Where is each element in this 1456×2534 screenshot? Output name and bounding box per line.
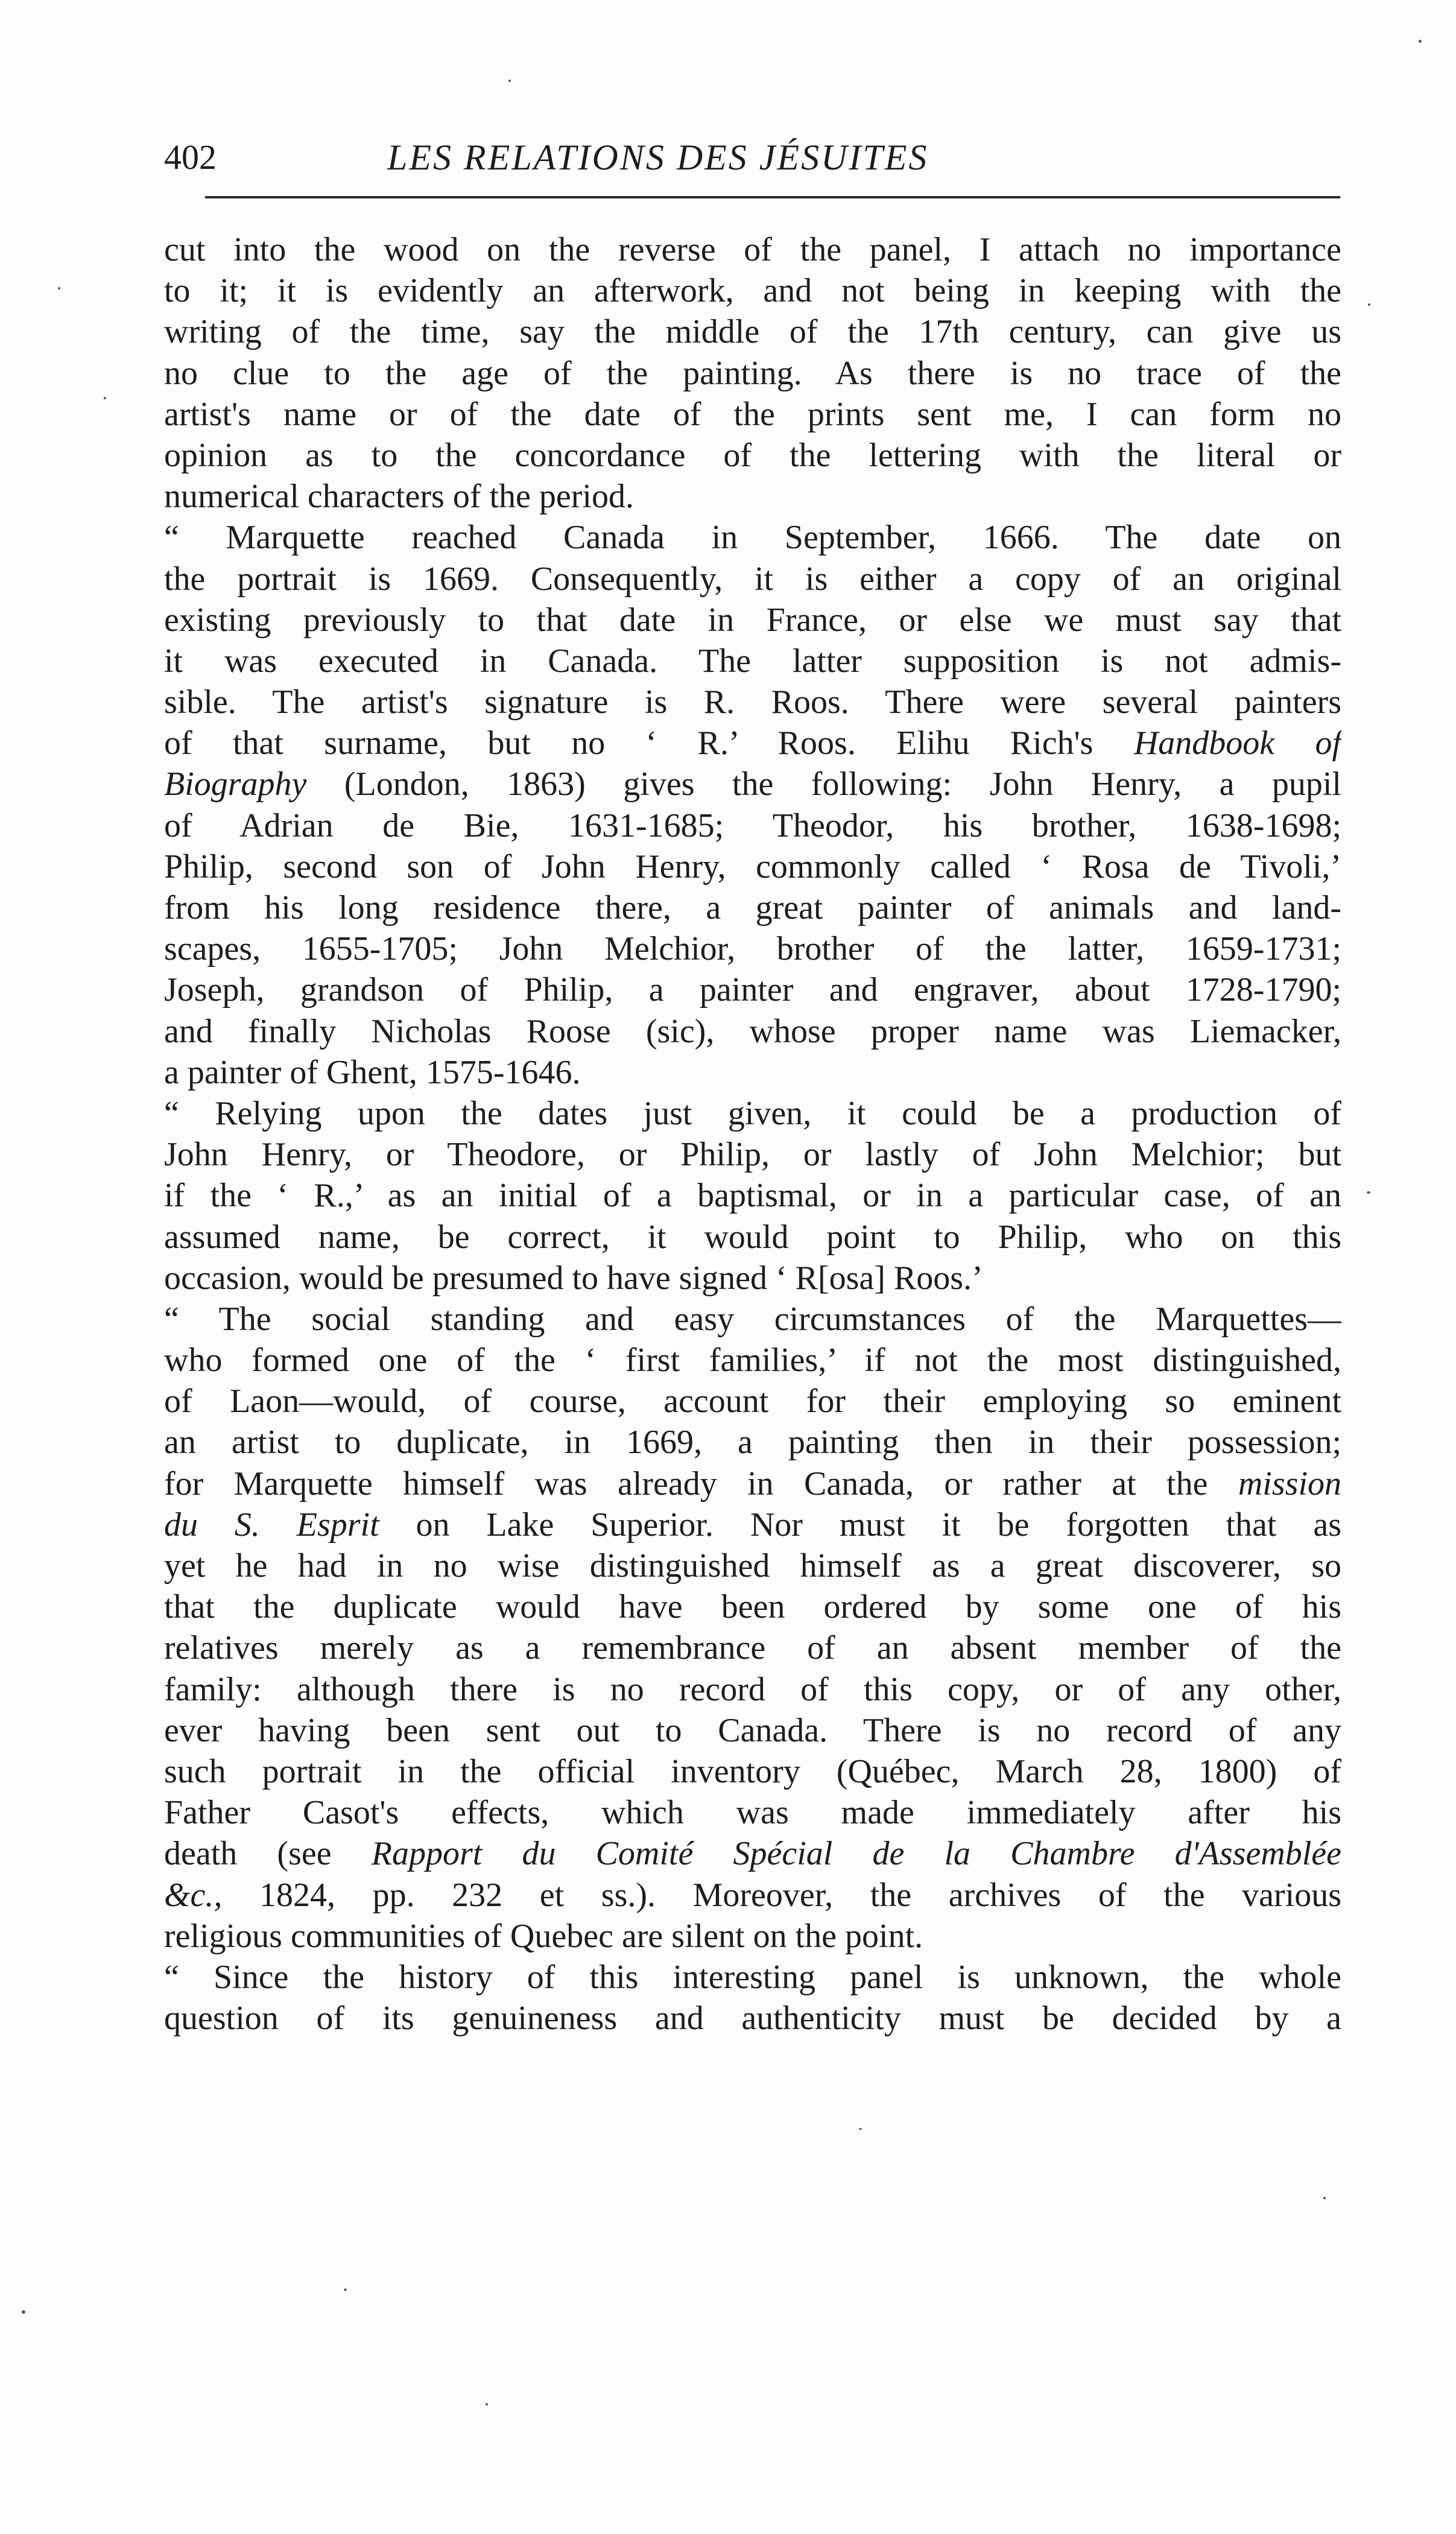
scan-speck bbox=[1368, 303, 1370, 306]
italic-text: Rapport du Comité Spécial de la Chambre d'Assemblée bbox=[371, 1835, 1341, 1873]
text-line bbox=[164, 1299, 1341, 1340]
scan-speck bbox=[1323, 2197, 1326, 2199]
text-line bbox=[164, 1916, 1341, 1957]
text-line bbox=[164, 764, 1341, 805]
italic-text: Biography bbox=[164, 765, 307, 803]
text-line bbox=[164, 723, 1341, 764]
text-line bbox=[164, 1710, 1341, 1751]
line-text: Father Casot's effects, which was made immediately after his bbox=[164, 1794, 1341, 1832]
line-text: ever having been sent out to Canada. There is no record of any bbox=[164, 1711, 1341, 1749]
line-text: cut into the wood on the reverse of the panel, I attach no importance bbox=[164, 231, 1341, 268]
text-line bbox=[164, 1504, 1341, 1545]
line-text: an artist to duplicate, in 1669, a painting then in their possession; bbox=[164, 1424, 1341, 1462]
line-text: to it; it is evidently an afterwork, and not being in keeping with the bbox=[164, 272, 1341, 310]
text-line bbox=[164, 1422, 1341, 1463]
text-line bbox=[164, 1545, 1341, 1586]
line-text: Philip, second son of John Henry, commonly called ‘ Rosa de Tivoli,’ bbox=[164, 847, 1341, 885]
line-text: for Marquette himself was already in Canada, or rather at the bbox=[164, 1465, 1208, 1503]
line-text: religious communities of Quebec are silent on the point. bbox=[164, 1917, 923, 1955]
text-line bbox=[164, 1669, 1341, 1710]
text-line bbox=[164, 969, 1341, 1010]
page-number: 402 bbox=[164, 138, 217, 177]
line-text: yet he had in no wise distinguished himself as a great discoverer, so bbox=[164, 1547, 1341, 1585]
text-line bbox=[164, 353, 1341, 394]
text-line bbox=[164, 682, 1341, 723]
line-text: question of its genuineness and authenticity must be decided by a bbox=[164, 2000, 1341, 2038]
line-text: writing of the time, say the middle of the 17th century, can give us bbox=[164, 313, 1341, 351]
italic-text: mission bbox=[1238, 1465, 1341, 1503]
text-line bbox=[164, 1875, 1341, 1916]
text-line bbox=[164, 600, 1341, 641]
italic-text: du S. Esprit bbox=[164, 1506, 379, 1544]
line-text: that the duplicate would have been ordered by some one of his bbox=[164, 1588, 1341, 1626]
text-line bbox=[164, 517, 1341, 558]
text-line bbox=[164, 846, 1341, 887]
text-line bbox=[164, 1258, 1341, 1299]
line-text: opinion as to the concordance of the lettering with the literal or bbox=[164, 436, 1341, 474]
text-line bbox=[164, 1751, 1341, 1792]
italic-text: &c., bbox=[164, 1876, 223, 1914]
text-line bbox=[164, 1052, 1341, 1093]
line-text: 1824, pp. 232 et ss.). Moreover, the archives of the various bbox=[222, 1876, 1341, 1914]
italic-text: Handbook of bbox=[1133, 724, 1341, 762]
line-text: of that surname, but no ‘ R.’ Roos. Elihu Rich's bbox=[164, 724, 1094, 762]
scan-speck bbox=[1419, 40, 1422, 43]
text-line bbox=[164, 1998, 1341, 2039]
line-text: and finally Nicholas Roose (sic), whose proper name was Liemacker, bbox=[164, 1012, 1341, 1050]
text-line bbox=[164, 1011, 1341, 1052]
line-text: family: although there is no record of this copy, or of any other, bbox=[164, 1670, 1341, 1708]
text-line bbox=[164, 641, 1341, 682]
text-line bbox=[164, 1134, 1341, 1175]
text-line bbox=[164, 476, 1341, 517]
text-line bbox=[164, 1381, 1341, 1422]
body-text bbox=[164, 229, 1341, 2039]
text-line bbox=[164, 270, 1341, 311]
line-text: “ Marquette reached Canada in September, 1666. The date on bbox=[164, 519, 1341, 557]
line-text: of Adrian de Bie, 1631-1685; Theodor, his brother, 1638-1698; bbox=[164, 806, 1341, 844]
line-text: John Henry, or Theodore, or Philip, or lastly of John Melchior; but bbox=[164, 1136, 1341, 1174]
line-text: a painter of Ghent, 1575-1646. bbox=[164, 1053, 581, 1091]
page-header bbox=[164, 136, 1340, 185]
scan-speck bbox=[508, 80, 511, 82]
line-text: numerical characters of the period. bbox=[164, 478, 634, 516]
scan-speck bbox=[859, 2128, 862, 2130]
line-text: who formed one of the ‘ first families,’ if not the most distinguished, bbox=[164, 1341, 1341, 1379]
scan-speck bbox=[58, 287, 60, 290]
text-line bbox=[164, 311, 1341, 352]
line-text: it was executed in Canada. The latter supposition is not admis- bbox=[164, 642, 1341, 680]
line-text: assumed name, be correct, it would point to Philip, who on this bbox=[164, 1218, 1341, 1256]
line-text: of Laon—would, of course, account for their employing so eminent bbox=[164, 1383, 1341, 1421]
scan-speck bbox=[1367, 1191, 1370, 1194]
line-text: on Lake Superior. Nor must it be forgotten that as bbox=[379, 1506, 1341, 1544]
line-text: occasion, would be presumed to have signed ‘ R[osa] Roos.’ bbox=[164, 1259, 983, 1297]
line-text: scapes, 1655-1705; John Melchior, brother of the latter, 1659-1731; bbox=[164, 930, 1341, 968]
text-line bbox=[164, 887, 1341, 928]
scan-speck bbox=[22, 2310, 25, 2314]
text-line bbox=[164, 229, 1341, 270]
scan-speck bbox=[104, 397, 106, 399]
text-line bbox=[164, 1093, 1341, 1134]
line-text: artist's name or of the date of the prints sent me, I can form no bbox=[164, 395, 1341, 433]
text-line bbox=[164, 1340, 1341, 1381]
scan-speck bbox=[344, 2289, 347, 2291]
text-line bbox=[164, 1217, 1341, 1258]
running-title: LES RELATIONS DES JÉSUITES bbox=[387, 138, 929, 177]
text-line bbox=[164, 1792, 1341, 1833]
text-line bbox=[164, 1627, 1341, 1668]
scan-speck bbox=[486, 2403, 488, 2406]
line-text: “ Relying upon the dates just given, it could be a production of bbox=[164, 1094, 1341, 1132]
line-text: “ The social standing and easy circumstances of the Marquettes— bbox=[164, 1300, 1341, 1338]
text-line bbox=[164, 435, 1341, 476]
text-line bbox=[164, 1957, 1341, 1998]
line-text: relatives merely as a remembrance of an absent member of the bbox=[164, 1629, 1341, 1667]
text-line bbox=[164, 928, 1341, 969]
line-text: the portrait is 1669. Consequently, it is either a copy of an original bbox=[164, 560, 1341, 598]
text-line bbox=[164, 805, 1341, 846]
text-line bbox=[164, 394, 1341, 435]
line-text: existing previously to that date in France, or else we must say that bbox=[164, 601, 1341, 639]
text-line bbox=[164, 1586, 1341, 1627]
text-line bbox=[164, 1833, 1341, 1874]
line-text: (London, 1863) gives the following: John Henry, a pupil bbox=[306, 765, 1341, 803]
text-line bbox=[164, 559, 1341, 600]
text-line bbox=[164, 1175, 1341, 1216]
line-text: “ Since the history of this interesting panel is unknown, the whole bbox=[164, 1958, 1341, 1996]
text-line bbox=[164, 1463, 1341, 1504]
line-text: such portrait in the official inventory (Québec, March 28, 1800) of bbox=[164, 1752, 1341, 1790]
line-text: Joseph, grandson of Philip, a painter and engraver, about 1728-1790; bbox=[164, 971, 1341, 1009]
line-text: sible. The artist's signature is R. Roos. There were several painters bbox=[164, 683, 1341, 721]
line-text: from his long residence there, a great painter of animals and land- bbox=[164, 889, 1341, 926]
line-text: death (see bbox=[164, 1835, 332, 1873]
header-rule bbox=[205, 196, 1340, 198]
line-text: if the ‘ R.,’ as an initial of a baptismal, or in a particular case, of an bbox=[164, 1177, 1341, 1215]
line-text: no clue to the age of the painting. As there is no trace of the bbox=[164, 354, 1341, 392]
